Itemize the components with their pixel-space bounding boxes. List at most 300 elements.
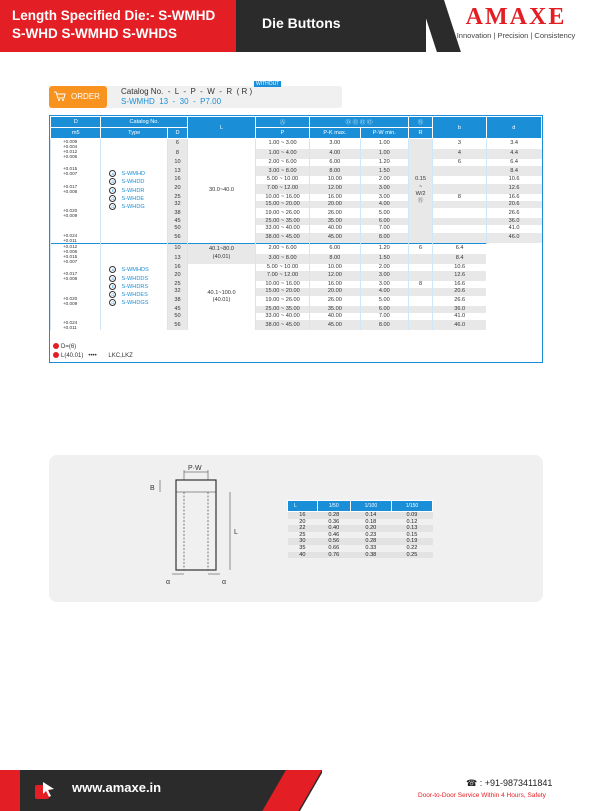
order-example [49,81,342,108]
d-cell: 6 [167,139,187,150]
pk-cell: 26.00 [310,296,361,306]
slope-l: 30 [288,538,318,545]
click-icon [34,780,56,800]
slope-l: 40 [288,552,318,559]
type-name: S-WHDE [121,196,145,203]
cart-icon [54,91,66,101]
pw-cell: 7.00 [360,313,408,320]
d3-cell: 20.6 [486,201,541,208]
order-badge: WITHOUT [256,81,280,87]
d-cell: 25 [167,281,187,288]
order-button-label: ORDER [71,92,100,101]
col-pk-head: P-K max. [310,128,361,139]
r-top: 0.15 [415,176,426,183]
d3-cell: 26.6 [486,208,541,218]
b-cell [433,218,487,225]
d-cell: 16 [167,264,187,271]
d-cell: 16 [167,176,187,183]
type-item [109,178,167,186]
pw-cell: 1.50 [360,166,408,176]
website-link[interactable]: www.amaxe.in [72,780,162,795]
pw-cell: 3.00 [360,281,408,288]
d-cell: 10 [167,159,187,166]
tolerance-value: +0.017 [63,271,78,277]
pw-cell: 3.00 [360,184,408,194]
note-marker-icon [53,343,59,349]
d-cell: 50 [167,313,187,320]
pk-cell: 40.00 [310,225,361,232]
d3-cell: 41.0 [486,225,541,232]
pw-cell: 8.00 [360,233,408,244]
b-cell [409,320,433,330]
tolerance-cell [51,139,101,150]
p-cell: 15.00 ~ 20.00 [256,201,310,208]
r-mark-icon: Ⓡ [417,198,424,205]
p-cell: 38.00 ~ 45.00 [256,320,310,330]
tolerance-value: +0.008 [63,276,78,282]
pk-cell: 16.00 [310,281,361,288]
d-cell: 25 [167,194,187,201]
pk-cell: 12.00 [310,184,361,194]
slope-value: 0.14 [350,512,391,519]
d-cell: 45 [167,306,187,313]
type-item [109,266,167,274]
slope-value: 0.76 [317,552,350,559]
b-cell [409,313,433,320]
pk-cell: 35.00 [310,218,361,225]
b-cell: 4 [433,149,487,159]
p-cell: 19.00 ~ 26.00 [256,296,310,306]
tolerance-cell [51,306,101,313]
b-cell [409,288,433,295]
pk-cell: 40.00 [310,313,361,320]
tolerance-cell [51,254,101,264]
tolerance-value: +0.020 [63,295,78,301]
l-sub: (40.01) [212,253,231,260]
d3-cell: 36.0 [486,218,541,225]
logo-tagline: Innovation | Precision | Consistency [456,31,576,40]
b-cell [433,201,487,208]
type-name: S-WHDRS [121,283,149,290]
type-item [109,170,167,178]
b-cell [409,264,433,271]
p-cell: 38.00 ~ 45.00 [256,233,310,244]
pw-cell: 6.00 [360,306,408,313]
slope-row [288,545,433,552]
l-cell-short [187,243,255,264]
pk-cell: 45.00 [310,233,361,244]
label-l: L [234,529,238,536]
b-cell: 8 [409,281,433,288]
tolerance-cell [51,159,101,166]
tolerance-value: +0.006 [63,248,78,254]
slope-row [288,512,433,519]
d3-cell: 46.0 [486,233,541,244]
type-name: S-WHDG [121,204,145,211]
d3-cell: 16.6 [486,194,541,201]
type-mark-icon: D [109,275,116,282]
col-m5-head: m5 [51,128,101,139]
pw-cell: 5.00 [360,296,408,306]
type-cell [101,139,168,244]
d3-cell: 8.4 [433,254,487,264]
tolerance-cell [51,296,101,306]
col-catalog-head: Catalog No. [101,117,188,128]
note-line1: D=(6) [61,344,77,350]
col-pw-head: P-W min. [360,128,408,139]
pw-cell: 3.00 [360,271,408,281]
slope-l: 22 [288,525,318,532]
d-cell: 20 [167,184,187,194]
slope-row [288,538,433,545]
slope-value: 0.66 [328,544,340,551]
tolerance-cell [51,225,101,232]
slope-value: 0.18 [365,518,377,525]
order-catalog-format: Catalog No. - L - P - W - R ( R ) [121,87,253,96]
d-cell: 38 [167,208,187,218]
type-name: S-WMHDS [121,267,149,274]
pw-cell: 1.20 [360,243,408,254]
footer-contact-area [322,770,593,811]
d3-cell: 3.4 [486,139,541,150]
order-catalog-example: S-WMHD 13 - 30 - P7.00 [121,97,222,106]
col-l-head: L [187,117,255,139]
p-cell: 7.00 ~ 12.00 [256,184,310,194]
section-title: Die Buttons [262,15,341,31]
p-cell: 1.00 ~ 3.00 [256,139,310,150]
slope-value: 0.22 [406,544,418,551]
pw-cell: 1.00 [360,149,408,159]
slope-l: 20 [299,518,306,525]
type-mark-icon: G [111,292,115,298]
brand-logo[interactable] [446,4,586,40]
type-item [109,203,167,211]
pk-cell: 20.00 [310,288,361,295]
slope-row [288,532,433,539]
d3-cell: 16.6 [433,281,487,288]
pk-cell: 8.00 [310,166,361,176]
type-name: S-WMHD [121,171,146,178]
type-mark-icon: G [111,196,115,202]
tolerance-cell [51,166,101,176]
d-cell: 38 [167,296,187,306]
slope-value: 0.15 [406,531,418,538]
col-mark-r: Ⓡ [409,117,433,128]
d3-cell: 4.4 [486,149,541,159]
type-name: S-WHDGS [121,300,149,307]
r-bot: W/2 [415,190,426,197]
tolerance-cell [51,233,101,244]
pk-cell: 10.00 [310,264,361,271]
slope-value: 0.46 [328,531,340,538]
p-cell: 2.00 ~ 6.00 [256,159,310,166]
type-cell [101,243,168,330]
d3-cell: 10.6 [433,264,487,271]
page-title [12,7,227,43]
b-cell [433,166,487,176]
slope-value: 0.28 [317,512,350,519]
pk-cell: 6.00 [310,243,361,254]
slope-value: 0.20 [350,525,391,532]
slope-value: 0.12 [406,518,418,525]
slope-col-3: 1/150 [391,501,432,512]
slope-value: 0.25 [391,552,432,559]
type-mark-icon: E [109,283,116,290]
type-mark-icon: A [109,266,116,273]
type-item [109,283,167,291]
pw-cell: 7.00 [360,225,408,232]
label-pw: P·W [188,465,202,472]
type-item [109,187,167,195]
pk-cell: 20.00 [310,201,361,208]
pw-cell: 5.00 [360,208,408,218]
type-mark-icon: D [109,178,116,185]
tolerance-value: +0.009 [63,213,78,219]
tolerance-value: +0.007 [63,258,78,264]
r-mid: ~ [418,183,423,190]
type-name: S-WHDES [121,292,148,299]
col-d3-head: d [486,117,541,139]
col-p-head: P [256,128,310,139]
slope-value: 0.36 [328,518,340,525]
d-cell: 56 [167,233,187,244]
b-cell [433,208,487,218]
tolerance-cell [51,201,101,208]
p-cell: 10.00 ~ 16.00 [256,194,310,201]
slope-row [288,519,433,526]
type-item [109,195,167,203]
tolerance-value: +0.004 [63,144,78,149]
pk-cell: 16.00 [310,194,361,201]
pk-cell: 10.00 [310,176,361,183]
page-header [0,0,593,52]
tolerance-value: +0.006 [63,154,78,159]
l-sub: (40.01) [212,297,231,304]
slope-l: 25 [299,531,306,538]
pk-cell: 12.00 [310,271,361,281]
col-d2-head: D [167,128,187,139]
note-line2: L(40.01) •••• LKC,LKZ [61,353,133,359]
d-cell: 32 [167,201,187,208]
tolerance-cell [51,176,101,183]
slope-row [288,525,433,532]
tolerance-value: +0.007 [63,171,78,177]
slope-row [288,552,433,559]
r-cell [409,139,433,244]
d3-cell: 12.6 [433,271,487,281]
b-cell: 8 [433,194,487,201]
b-cell [433,233,487,244]
p-cell: 15.00 ~ 20.00 [256,288,310,295]
pw-cell: 4.00 [360,201,408,208]
pw-cell: 1.50 [360,254,408,264]
d3-cell: 6.4 [486,159,541,166]
page-title-line1: Length Specified Die:- S-WMHD [12,8,216,23]
slope-value: 0.19 [391,538,432,545]
tolerance-cell [51,288,101,295]
p-cell: 2.00 ~ 6.00 [256,243,310,254]
d3-cell: 12.6 [486,184,541,194]
slope-value: 0.09 [391,512,432,519]
l-cell: 30.0~40.0 [187,139,255,244]
slope-value: 0.33 [365,544,377,551]
tolerance-value: +0.012 [63,149,78,154]
type-mark-icon: G [111,300,115,306]
type-mark-icon: A [109,170,116,177]
slope-l: 16 [288,512,318,519]
l-cell-long [187,264,255,330]
d-cell: 32 [167,288,187,295]
d3-cell: 41.0 [433,313,487,320]
b-cell: 6 [433,159,487,166]
pk-cell: 45.00 [310,320,361,330]
label-alpha-right: α [222,579,227,586]
d3-cell: 6.4 [433,243,487,254]
slope-corner: L [288,501,318,512]
p-cell: 3.00 ~ 8.00 [256,166,310,176]
footer-red-band [0,770,20,811]
phone-number[interactable] [466,778,552,789]
col-mark-a: Ⓐ [256,117,310,128]
tolerance-cell [51,313,101,320]
phone-text: : +91-9873411841 [479,778,553,788]
slope-value: 0.40 [317,525,350,532]
b-cell: 3 [433,139,487,150]
col-r-head: R [409,128,433,139]
d3-cell: 20.6 [433,288,487,295]
d-cell: 8 [167,149,187,159]
slope-col-1: 1/50 [317,501,350,512]
p-cell: 33.00 ~ 40.00 [256,313,310,320]
d3-cell: 26.6 [433,296,487,306]
tolerance-value: +0.008 [63,188,78,194]
l-value: 40.1~100.0 [207,289,236,296]
l-value: 40.1~80.0 [208,246,235,253]
b-cell [409,271,433,281]
d3-cell: 36.0 [433,306,487,313]
d-cell: 50 [167,225,187,232]
p-cell: 10.00 ~ 16.00 [256,281,310,288]
slope-value: 0.28 [350,538,391,545]
tolerance-value: +0.024 [63,320,78,326]
pw-cell: 4.00 [360,288,408,295]
footer-slogan: Door-to-Door Service Within 4 Hours, Safety [418,792,546,799]
logo-wordmark: AMAXE [465,4,567,30]
type-mark-icon: G [111,204,115,210]
pk-cell: 6.00 [310,159,361,166]
pw-cell: 3.00 [360,194,408,201]
col-mark-degr: Ⓓ Ⓔ Ⓖ Ⓖ [310,117,409,128]
d3-cell: 46.0 [433,320,487,330]
note-marker-icon [53,352,59,358]
b-cell [433,176,487,183]
tolerance-value: +0.011 [63,237,77,243]
col-type-head: Type [101,128,168,139]
order-button[interactable] [49,86,107,108]
tolerance-value: +0.009 [63,300,78,306]
tolerance-cell [51,218,101,225]
phone-icon: ☎ [466,778,478,788]
p-cell: 5.00 ~ 10.00 [256,176,310,183]
d-cell: 13 [167,166,187,176]
tolerance-value: +0.012 [63,243,78,249]
tolerance-value: +0.015 [63,253,78,259]
p-cell: 1.00 ~ 4.00 [256,149,310,159]
table-row [51,139,542,150]
slope-value: 0.38 [350,552,391,559]
pk-cell: 4.00 [310,149,361,159]
tolerance-value: +0.017 [63,183,78,189]
type-mark-icon: E [109,187,116,194]
tolerance-cell [51,149,101,159]
d-cell: 20 [167,271,187,281]
die-button-drawing [140,462,250,592]
type-item [109,299,167,307]
tolerance-value: +0.024 [63,232,78,238]
b-cell [409,296,433,306]
label-b: B [150,485,155,492]
d3-cell: 10.6 [486,176,541,183]
pw-cell: 8.00 [360,320,408,330]
slope-l: 35 [299,544,306,551]
p-cell: 7.00 ~ 12.00 [256,271,310,281]
slope-value: 0.56 [317,538,350,545]
p-cell: 3.00 ~ 8.00 [256,254,310,264]
b-cell: 6 [409,243,433,254]
d3-cell: 8.4 [486,166,541,176]
pw-cell: 6.00 [360,218,408,225]
tolerance-value: +0.015 [63,166,78,172]
pk-cell: 35.00 [310,306,361,313]
type-name: S-WHDR [121,187,145,194]
d-cell: 56 [167,320,187,330]
slope-value: 0.23 [365,531,377,538]
slope-col-2: 1/100 [350,501,391,512]
pw-cell: 2.00 [360,264,408,271]
p-cell: 25.00 ~ 35.00 [256,218,310,225]
b-cell [409,254,433,264]
tolerance-cell [51,194,101,201]
b-cell [409,306,433,313]
pw-cell: 1.00 [360,139,408,150]
tolerance-cell [51,264,101,271]
b-cell [433,225,487,232]
tolerance-value: +0.020 [63,208,78,214]
type-item [109,291,167,299]
p-cell: 5.00 ~ 10.00 [256,264,310,271]
type-name: S-WHDD [121,179,145,186]
tolerance-cell [51,243,101,254]
d-cell: 13 [167,254,187,264]
p-cell: 19.00 ~ 26.00 [256,208,310,218]
tolerance-cell [51,281,101,288]
pk-cell: 3.00 [310,139,361,150]
label-alpha-left: α [166,579,171,586]
tolerance-cell [51,208,101,218]
p-cell: 25.00 ~ 35.00 [256,306,310,313]
tolerance-cell [51,320,101,330]
pw-cell: 2.00 [360,176,408,183]
tolerance-value: +0.009 [63,139,78,144]
table-row [51,243,542,254]
d-cell: 45 [167,218,187,225]
tolerance-cell [51,271,101,281]
col-d-head: D [51,117,101,128]
spec-table [49,115,543,363]
p-cell: 33.00 ~ 40.00 [256,225,310,232]
tolerance-value: +0.011 [63,325,77,331]
page-title-line2: S-WHD S-WMHD S-WHDS [12,26,177,41]
